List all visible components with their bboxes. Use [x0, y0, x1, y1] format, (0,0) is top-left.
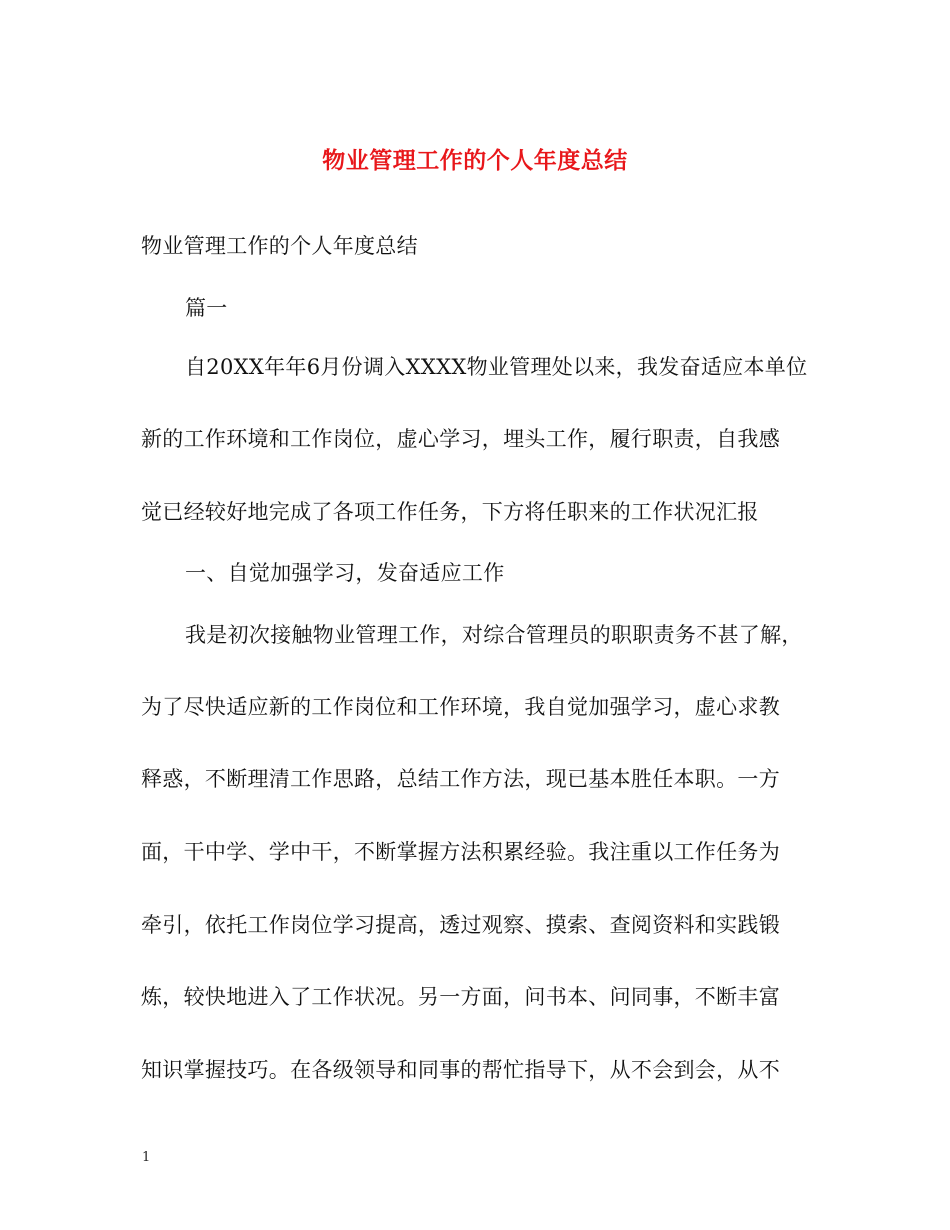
paragraph-line: 觉已经较好地完成了各项工作任务，下方将任职来的工作状况汇报: [141, 500, 759, 524]
paragraph-line: 我是初次接触物业管理工作，对综合管理员的职职责务不甚了解，: [185, 623, 803, 647]
paragraph-line: 释惑，不断理清工作思路，总结工作方法，现已基本胜任本职。一方: [141, 767, 780, 791]
section-label: 篇一: [185, 296, 228, 320]
paragraph-line: 知识掌握技巧。在各级领导和同事的帮忙指导下，从不会到会，从不: [141, 1058, 780, 1082]
heading-line: 一、自觉加强学习，发奋适应工作: [185, 561, 505, 585]
subtitle-line: 物业管理工作的个人年度总结: [141, 234, 418, 258]
paragraph-line: 牵引，依托工作岗位学习提高，透过观察、摸索、查阅资料和实践锻: [141, 913, 780, 937]
paragraph-line: 新的工作环境和工作岗位，虚心学习，埋头工作，履行职责，自我感: [141, 427, 780, 451]
page-number: 1: [142, 1150, 151, 1165]
document-title: 物业管理工作的个人年度总结: [322, 147, 628, 174]
paragraph-line: 炼，较快地进入了工作状况。另一方面，问书本、问同事，不断丰富: [141, 985, 780, 1009]
paragraph-line: 面，干中学、学中干，不断掌握方法积累经验。我注重以工作任务为: [141, 840, 780, 864]
paragraph-line: 为了尽快适应新的工作岗位和工作环境，我自觉加强学习，虚心求教: [141, 695, 780, 719]
paragraph-line: 自20XX年年6月份调入XXXX物业管理处以来，我发奋适应本单位: [185, 355, 808, 379]
